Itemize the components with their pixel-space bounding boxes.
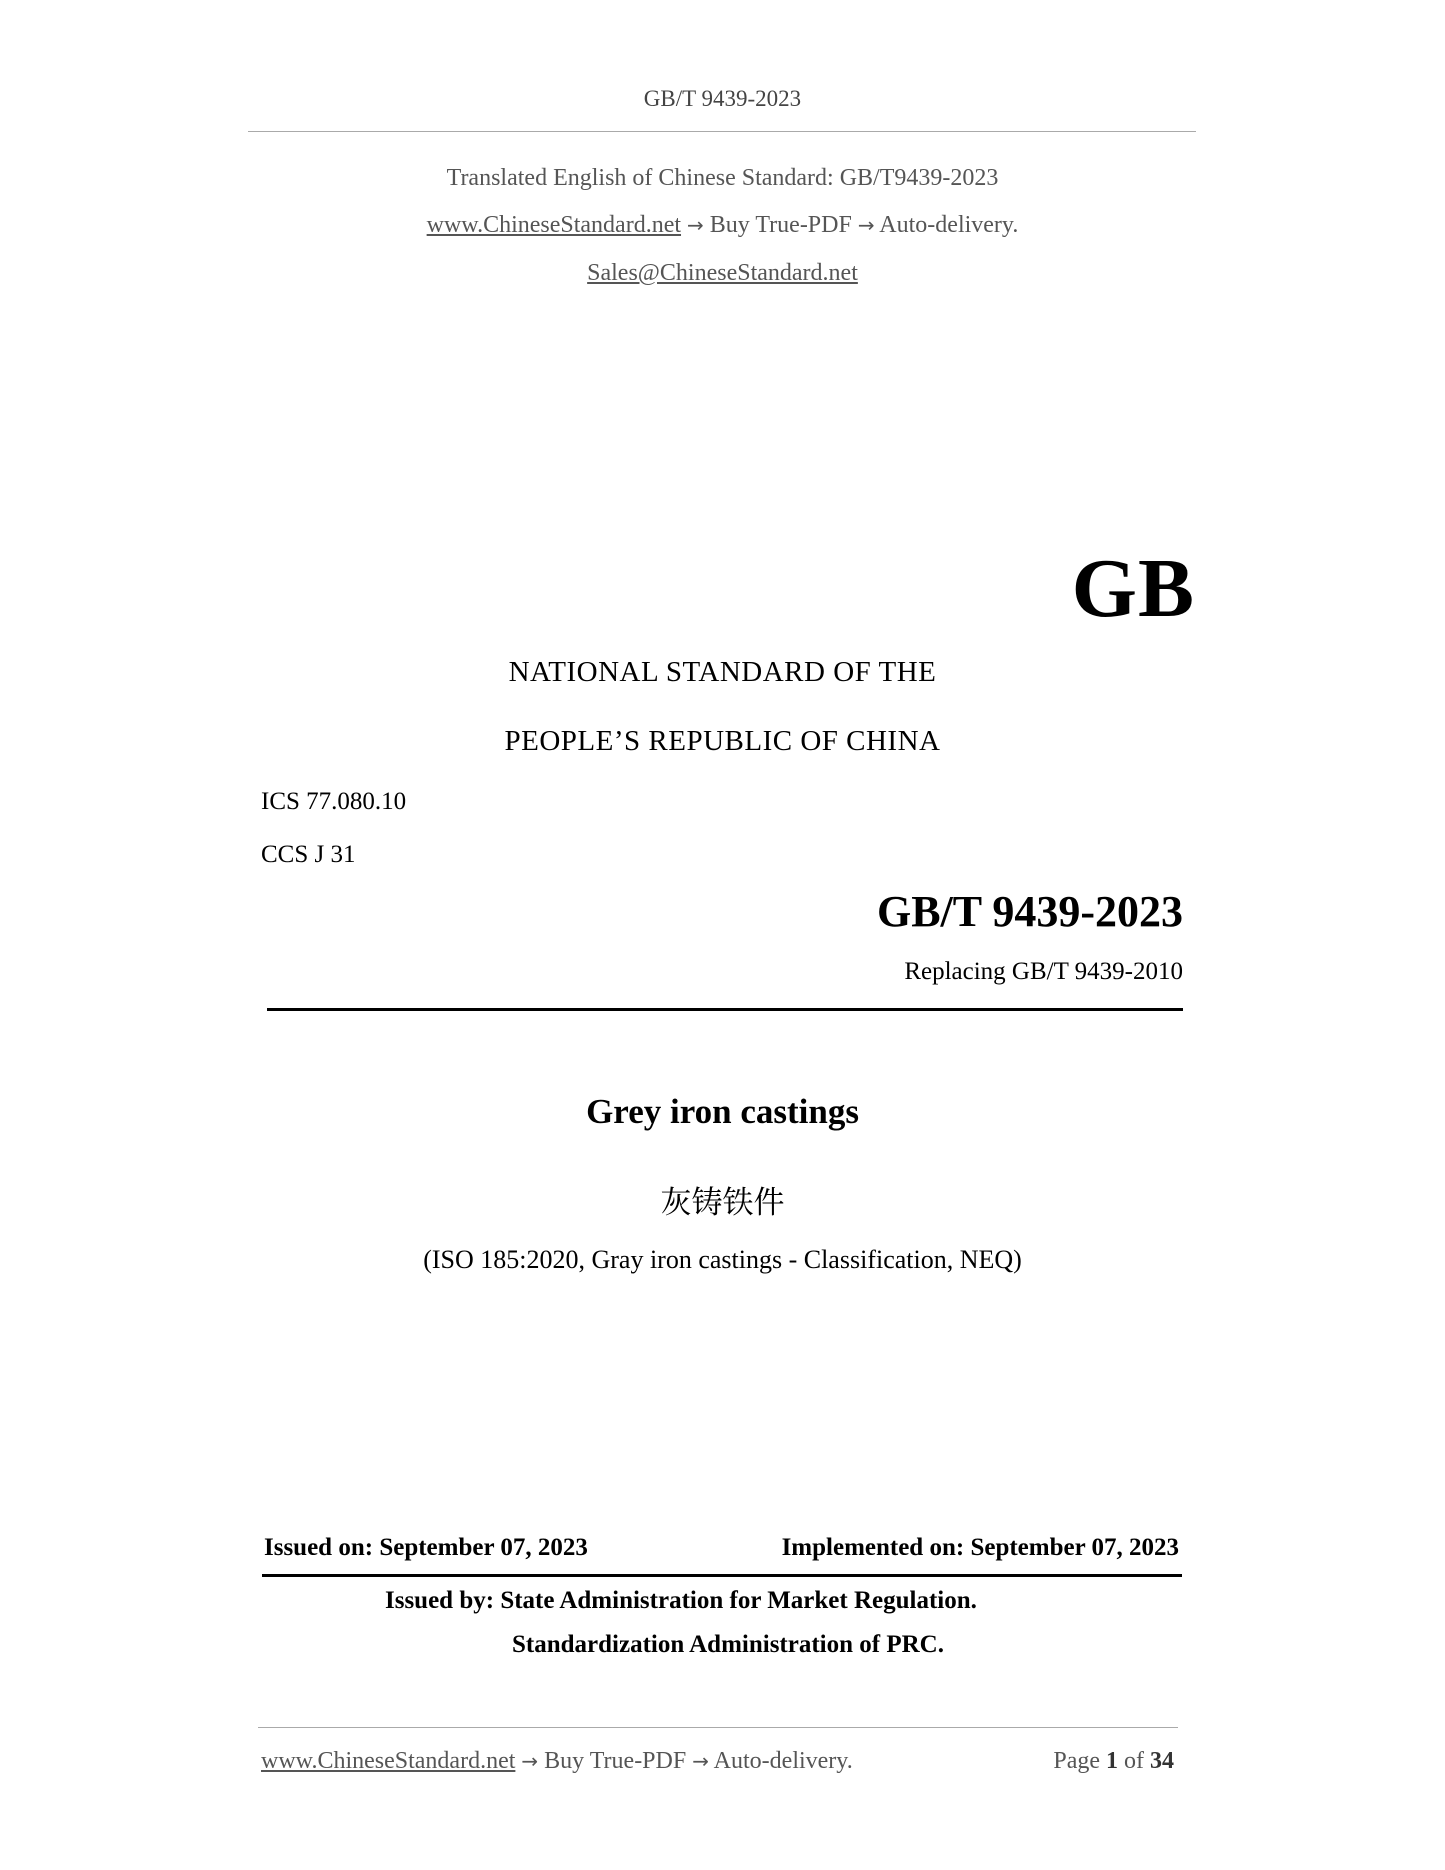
document-title-en: Grey iron castings	[586, 1092, 859, 1131]
page-total: 34	[1150, 1748, 1174, 1774]
ics-code: ICS 77.080.10	[261, 788, 407, 815]
standard-number: GB/T 9439-2023	[876, 887, 1183, 936]
of-label: of	[1124, 1748, 1144, 1774]
buy-true-pdf-text: Buy True-PDF	[709, 212, 852, 238]
title-divider	[267, 1008, 1183, 1011]
buy-line	[0, 212, 1445, 239]
iso-reference: (ISO 185:2020, Gray iron castings - Classification, NEQ)	[423, 1245, 1022, 1274]
ccs-code: CCS J 31	[261, 841, 356, 868]
site-link[interactable]: www.ChineseStandard.net	[426, 212, 682, 238]
issued-by: Issued by: State Administration for Market Regulation.	[385, 1587, 977, 1614]
arrow-icon: →	[521, 1749, 539, 1773]
footer-divider	[258, 1727, 1178, 1728]
translated-notice: Translated English of Chinese Standard: GB/T9439-2023	[446, 165, 999, 191]
page-label: Page	[1053, 1748, 1100, 1774]
arrow-icon: →	[692, 1749, 709, 1773]
national-standard-line-2: PEOPLE’S REPUBLIC OF CHINA	[504, 725, 941, 757]
page-indicator	[1053, 1748, 1174, 1775]
sales-line	[0, 260, 1445, 287]
page-number: 1	[1106, 1748, 1118, 1774]
issued-by-secondary: Standardization Administration of PRC.	[512, 1631, 944, 1658]
implemented-on-date: Implemented on: September 07, 2023	[781, 1534, 1179, 1561]
auto-delivery-text: Auto-delivery.	[879, 212, 1019, 238]
national-standard-line-1: NATIONAL STANDARD OF THE	[508, 656, 937, 688]
footer-buy-text: Buy True-PDF	[544, 1748, 687, 1774]
footer-site-link[interactable]: www.ChineseStandard.net	[261, 1748, 516, 1774]
sales-email-link[interactable]: Sales@ChineseStandard.net	[587, 260, 858, 286]
footer-auto-delivery-text: Auto-delivery.	[713, 1748, 853, 1774]
header-divider	[248, 131, 1196, 132]
replacing-standard: Replacing GB/T 9439-2010	[904, 958, 1183, 985]
gb-logo: GB	[1071, 542, 1195, 635]
footer-buy-line	[261, 1748, 853, 1775]
document-title-cn: 灰铸铁件	[660, 1185, 785, 1221]
arrow-icon: →	[857, 213, 875, 237]
issue-divider	[262, 1574, 1182, 1577]
issued-on-date: Issued on: September 07, 2023	[264, 1534, 588, 1561]
arrow-icon: →	[687, 213, 704, 237]
page-header-title: GB/T 9439-2023	[643, 86, 802, 111]
